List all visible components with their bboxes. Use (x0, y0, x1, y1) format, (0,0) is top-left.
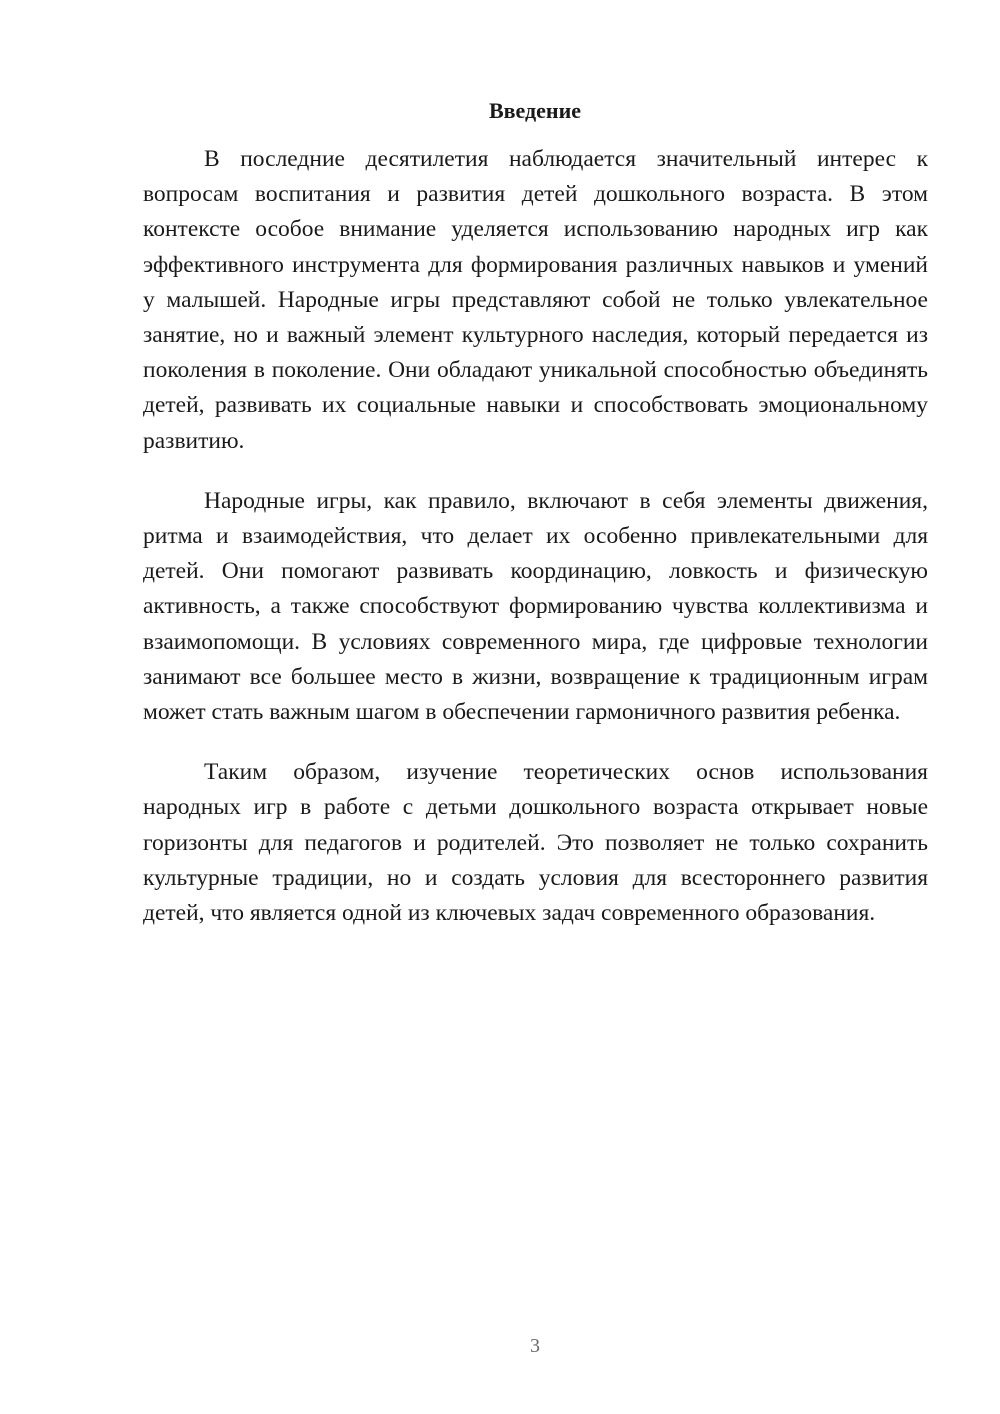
paragraph-2: Народные игры, как правило, включают в себя элементы движения, ритма и взаимодействия, что делает их особенно привлекательными для детей. Они помогают развивать координацию, ловкость и физическую активность, а также способствуют формированию чувства коллективизма и взаимопомощи. В условиях современного мира, где цифровые технологии занимают все большее место в жизни, возвращение к традиционным играм может стать важным шагом в обеспечении гармоничного развития ребенка. (143, 487, 928, 726)
section-heading: Введение (488, 98, 582, 123)
paragraph-1: В последние десятилетия наблюдается значительный интерес к вопросам воспитания и развития детей дошкольного возраста. В этом контексте особое внимание уделяется использованию народных игр как эффективного инструмента для формирования различных навыков и умений у малышей. Народные игры представляют собой не только увлекательное занятие, но и важный элемент культурного наследия, который передается из поколения в поколение. Они обладают уникальной способностью объединять детей, развивать их социальные навыки и способствовать эмоциональному развитию. (143, 146, 928, 454)
page-number: 3 (530, 1335, 540, 1357)
body-text (143, 142, 928, 931)
paragraph-3: Таким образом, изучение теоретических основ использования народных игр в работе с детьми дошкольного возраста открывает новые горизонты для педагогов и родителей. Это позволяет не только сохранить культурные традиции, но и создать условия для всестороннего развития детей, что является одной из ключевых задач современного образования. (143, 759, 928, 927)
